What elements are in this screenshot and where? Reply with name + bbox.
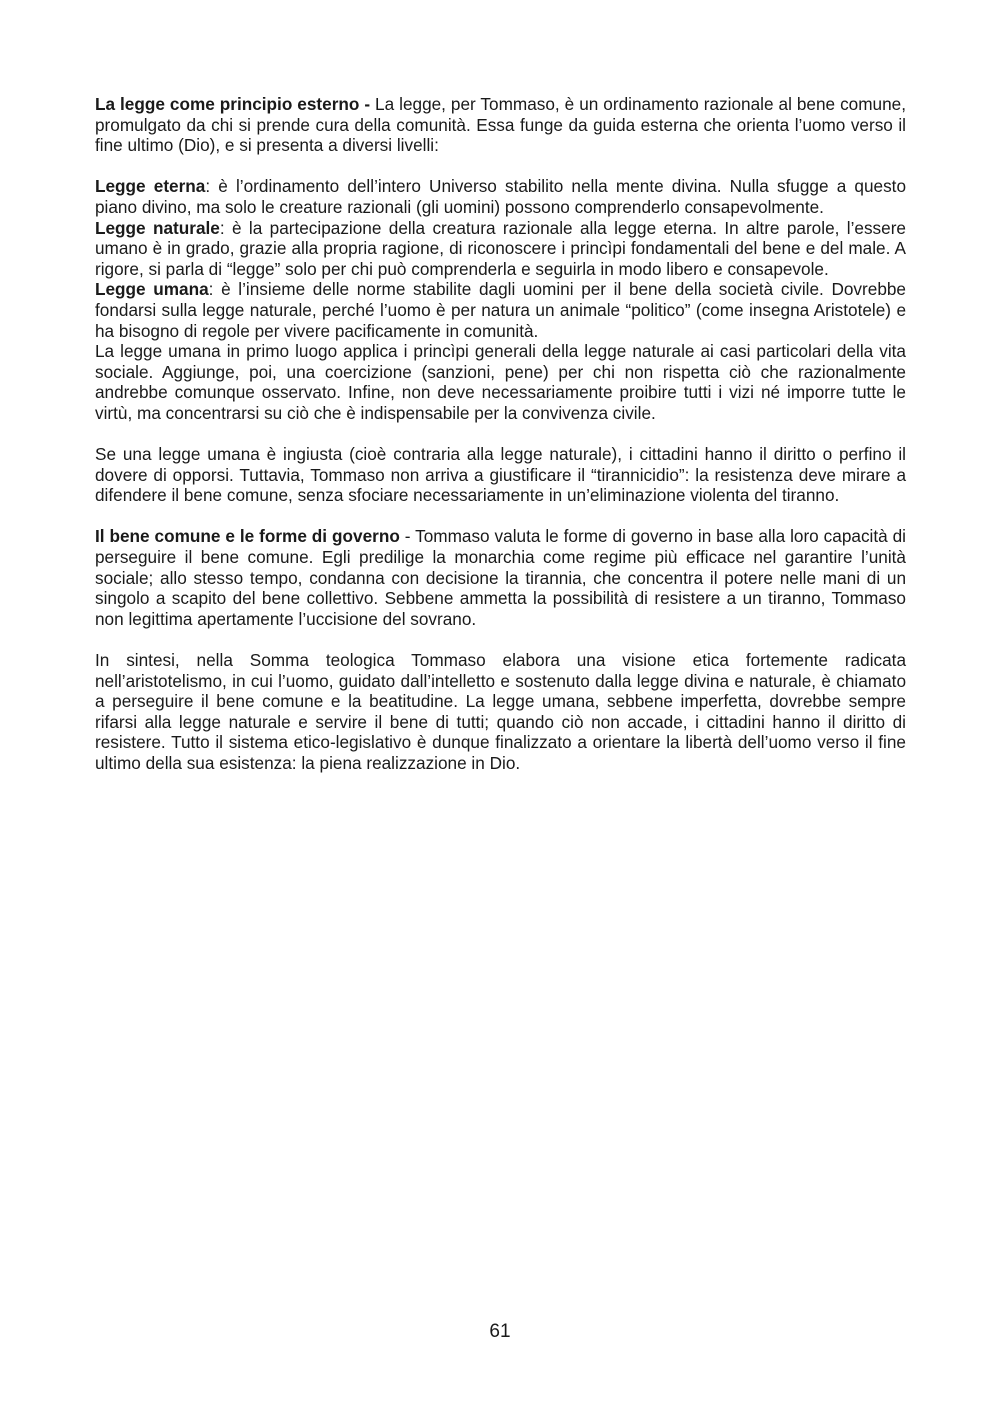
- summary-paragraph: In sintesi, nella Somma teologica Tommaso elabora una visione etica fortemente radicata nell’aristotelismo, in cui l’uomo, guidato dall’intelletto e sostenuto dalla legge divina e naturale, è chiamato a perseguire il bene comune e la beatitudine. La legge umana, sebbene imperfetta, dovrebbe sempre rifarsi alla legge naturale e servire il bene di tutti; quando ciò non accade, i cittadini hanno il diritto di resistere. Tutto il sistema etico-legislativo è dunque finalizzato a orientare la libertà dell’uomo verso il fine ultimo della sua esistenza: la piena realizzazione in Dio.: [95, 650, 906, 773]
- paragraph-gap: [95, 156, 906, 177]
- law-eternal-text: : è l’ordinamento dell’intero Universo stabilito nella mente divina. Nulla sfugge a questo piano divino, ma solo le creature razionali (gli uomini) possono comprenderlo consapevolmente.: [95, 176, 906, 217]
- law-human-term: Legge umana: [95, 279, 209, 300]
- page-body: [95, 94, 906, 774]
- intro-text: La legge, per Tommaso, è un ordinamento razionale al bene comune, promulgato da chi si prende cura della comunità. Essa funge da guida esterna che orienta l’uomo verso il fine ultimo (Dio), e si presenta a diversi livelli:: [95, 94, 906, 156]
- government-heading: Il bene comune e le forme di governo: [95, 526, 400, 547]
- law-eternal-paragraph: [95, 176, 906, 217]
- intro-paragraph: [95, 94, 906, 156]
- human-law-detail-paragraph: La legge umana in primo luogo applica i princìpi generali della legge naturale ai casi particolari della vita sociale. Aggiunge, poi, una coercizione (sanzioni, pene) per chi non rispetta ciò che razionalmente andrebbe comunque osservato. Infine, non deve necessariamente proibire tutti i vizi né imporre tutte le virtù, ma concentrarsi su ciò che è indispensabile per la convivenza civile.: [95, 341, 906, 423]
- law-natural-text: : è la partecipazione della creatura razionale alla legge eterna. In altre parole, l’essere umano è in grado, grazie alla propria ragione, di riconoscere i princìpi fondamentali del bene e del male. A rigore, si parla di “legge” solo per chi può comprenderla e seguirla in modo libero e consapevole.: [95, 217, 906, 279]
- paragraph-gap: [95, 506, 906, 527]
- law-human-text: : è l’insieme delle norme stabilite dagli uomini per il bene della società civile. Dovrebbe fondarsi sulla legge naturale, perché l’uomo è per natura un animale “politico” (come insegna Aristotele) e ha bisogno di regole per vivere pacificamente in comunità.: [95, 279, 906, 341]
- government-text: - Tommaso valuta le forme di governo in base alla loro capacità di perseguire il bene comune. Egli predilige la monarchia come regime più efficace nel garantire l’unità sociale; allo stesso tempo, condanna con decisione la tirannia, che concentra il potere nelle mani di un singolo a scapito del bene collettivo. Sebbene ammetta la possibilità di resistere a un tiranno, Tommaso non legittima apertamente l’uccisione del sovrano.: [95, 526, 906, 629]
- paragraph-gap: [95, 629, 906, 650]
- law-eternal-term: Legge eterna: [95, 176, 206, 197]
- intro-heading: La legge come principio esterno -: [95, 94, 371, 114]
- paragraph-gap: [95, 424, 906, 445]
- government-paragraph: [95, 526, 906, 629]
- law-human-paragraph: [95, 279, 906, 341]
- unjust-law-paragraph: Se una legge umana è ingiusta (cioè contraria alla legge naturale), i cittadini hanno il diritto o perfino il dovere di opporsi. Tuttavia, Tommaso non arriva a giustificare il “tirannicidio”: la resistenza deve mirare a difendere il bene comune, senza sfociare necessariamente in un’eliminazione violenta del tiranno.: [95, 444, 906, 506]
- law-natural-paragraph: [95, 218, 906, 280]
- law-natural-term: Legge naturale: [95, 217, 220, 238]
- page-number: 61: [489, 1321, 511, 1342]
